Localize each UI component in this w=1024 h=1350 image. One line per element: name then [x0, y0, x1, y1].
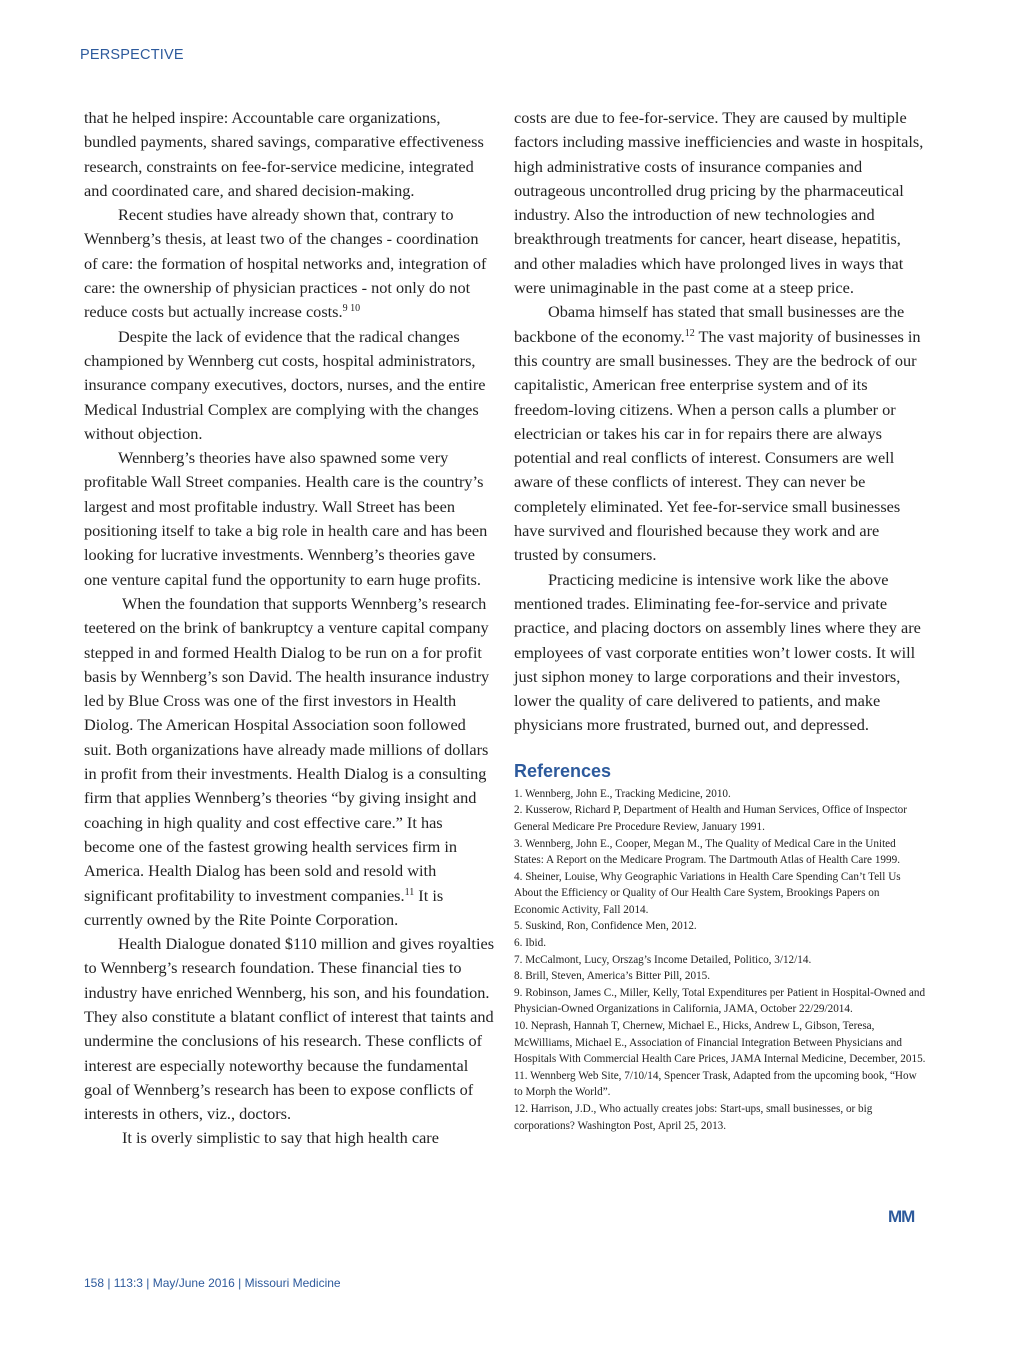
reference-item: 9. Robinson, James C., Miller, Kelly, Total Expenditures per Patient in Hospital-Owned and Physician-Owned Organizations in California, JAMA, October 22/29/2014. [514, 986, 926, 1016]
reference-item: 10. Neprash, Hannah T, Chernew, Michael E., Hicks, Andrew L, Gibson, Teresa, McWilliams, Michael E., Association of Financial Integration Between Physicians and Hospitals With Commercial Health Care Prices, JAMA Internal Medicine, December, 2015. [514, 1020, 926, 1066]
references-list [514, 786, 926, 1134]
left-paragraph-7: It is overly simplistic to say that high health care [122, 1128, 439, 1148]
left-paragraph-3: Despite the lack of evidence that the radical changes championed by Wennberg cut costs, hospital administrators, insurance company executives, doctors, nurses, and the entire Medical Industrial Complex are complying with the changes without objection. [84, 326, 486, 443]
reference-item: 5. Suskind, Ron, Confidence Men, 2012. [514, 920, 697, 933]
reference-item: 3. Wennberg, John E., Cooper, Megan M., The Quality of Medical Care in the United States: A Report on the Medicare Program. The Dartmouth Atlas of Health Care 1999. [514, 837, 900, 867]
reference-item: 12. Harrison, J.D., Who actually creates jobs: Start-ups, small businesses, or big corporations? Washington Post, April 25, 2013. [514, 1103, 873, 1132]
reference-item: 2. Kusserow, Richard P, Department of Health and Human Services, Office of Inspector General Medicare Pre Procedure Review, January 1991. [514, 804, 908, 833]
left-paragraph-5 [84, 592, 496, 932]
reference-item: 4. Sheiner, Louise, Why Geographic Variations in Health Care Spending Can’t Tell Us About the Efficiency or Quality of Our Health Care System, Brookings Papers on Economic Activity, Fall 2014. [514, 870, 901, 916]
right-paragraph-1: costs are due to fee-for-service. They are caused by multiple factors including massive inefficiencies and waste in hospitals, high administrative costs of insurance companies and outrageous uncontrolled drug pricing by the pharmaceutical industry. Also the introduction of new technologies and breakthrough treatments for cancer, heart disease, hepatitis, and other maladies which have prolonged lives in ways that were unimaginable in the past come at a steep price. [514, 108, 924, 298]
citation-superscript: 9 10 [342, 303, 361, 315]
left-paragraph-2 [84, 203, 496, 324]
left-paragraph-6: Health Dialogue donated $110 million and gives royalties to Wennberg’s research foundation. These financial ties to industry have enriched Wennberg, his son, and his foundation. They also constitute a blatant conflict of interest that taints and undermine the conclusions of his research. These conflicts of interest are especially noteworthy because the fundamental goal of Wennberg’s research has been to expose conflicts of interests in others, viz., doctors. [84, 934, 495, 1124]
reference-item: 11. Wennberg Web Site, 7/10/14, Spencer Trask, Adapted from the upcoming book, “How to Morph the World”. [514, 1069, 917, 1099]
reference-item: 6. Ibid. [514, 937, 547, 950]
right-paragraph-3: Practicing medicine is intensive work like the above mentioned trades. Eliminating fee-for-service and private practice, and placing doctors on assembly lines where they are employees of vast corporate entities won’t lower costs. It will just siphon money to large corporations and their investors, lower the quality of care delivered to patients, and make physicians more frustrated, burned out, and depressed. [514, 569, 921, 735]
reference-item: 8. Brill, Steven, America’s Bitter Pill, 2015. [514, 970, 711, 983]
citation-superscript: 11 [404, 886, 415, 898]
section-label: PERSPECTIVE [80, 47, 184, 63]
right-column [514, 106, 926, 1134]
left-paragraph-1: that he helped inspire: Accountable care organizations, bundled payments, shared savings, comparative effectiveness research, constraints on fee-for-service medicine, integrated and coordinated care, and shared decision-making. [84, 108, 484, 200]
right-paragraph-2-text-b: The vast majority of businesses in this country are small businesses. They are the bedrock of our capitalistic, American free enterprise system and of its freedom-loving citizens. When a person calls a plumber or electrician or takes his car in for repairs there are always potential and real conflicts of interest. Consumers are well aware of these conflicts of interest. They can never be completely eliminated. Yet fee-for-service small businesses have survived and flourished because they work and are trusted by consumers. [514, 326, 921, 565]
left-paragraph-5-text-a: When the foundation that supports Wennberg’s research teetered on the brink of bankruptcy a venture capital company stepped in and formed Health Dialog to be run on a for profit basis by Wennberg’s son David. The health insurance industry led by Blue Cross was one of the first investors in Health Diolog. The American Hospital Association soon followed suit. Both organizations have already made millions of dollars in profit from their investments. Health Dialog is a consulting firm that applies Wennberg’s theories “by giving insight and coaching in high quality and cost effective care.” It has become one of the fastest growing health services firm in America. Health Dialog has been sold and resold with significant profitability to investment companies. [84, 593, 490, 905]
left-column [84, 106, 496, 1151]
reference-item: 1. Wennberg, John E., Tracking Medicine, 2010. [514, 787, 731, 800]
right-paragraph-2-text-a: Obama himself has stated that small businesses are the backbone of the economy. [514, 302, 905, 346]
references-heading: References [514, 760, 612, 781]
left-paragraph-5-text-b: It is currently owned by the Rite Pointe Corporation. [84, 885, 444, 929]
citation-superscript: 12 [684, 327, 695, 339]
page-footer: 158 | 113:3 | May/June 2016 | Missouri Medicine [84, 1276, 341, 1290]
left-paragraph-2-text: Recent studies have already shown that, contrary to Wennberg’s thesis, at least two of the changes - coordination of care: the formation of hospital networks and, integration of care: the ownership of physician practices - not only do not reduce costs but actually increase costs. [84, 205, 487, 322]
reference-item: 7. McCalmont, Lucy, Orszag’s Income Detailed, Politico, 3/12/14. [514, 953, 812, 966]
missouri-medicine-logo: MM [888, 1207, 915, 1226]
right-paragraph-2 [514, 300, 926, 567]
left-paragraph-4: Wennberg’s theories have also spawned some very profitable Wall Street companies. Health care is the country’s largest and most profitable industry. Wall Street has been positioning itself to take a big role in health care and has been looking for lucrative investments. Wennberg’s theories gave one venture capital fund the opportunity to earn huge profits. [84, 448, 488, 589]
